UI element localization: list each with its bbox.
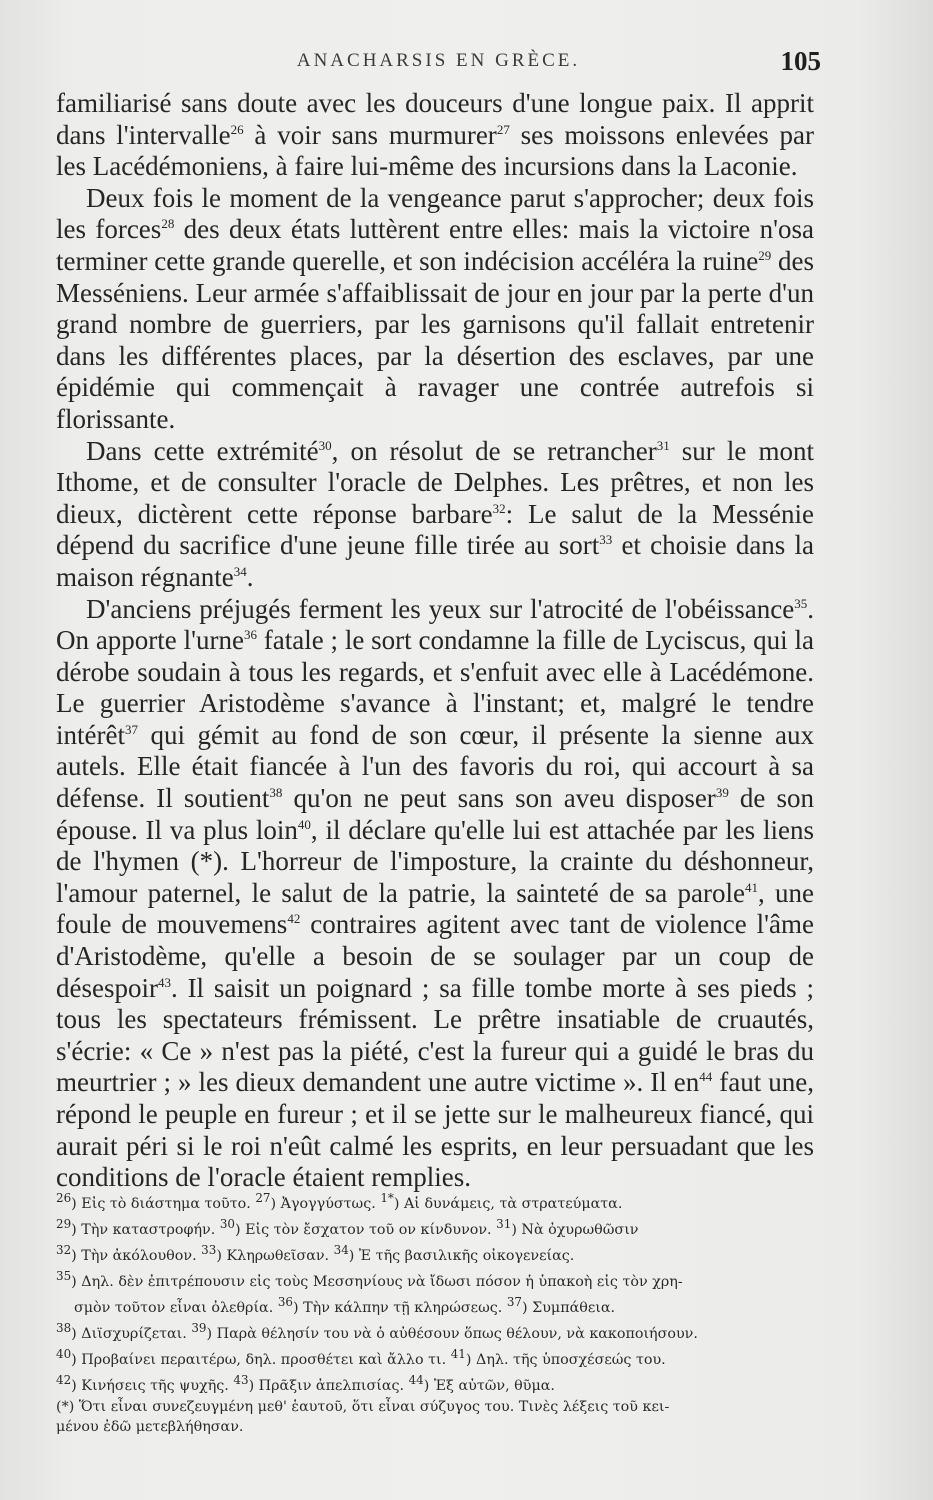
footnote-marker: 26 (230, 121, 244, 137)
text-run: ses moissons enlevées par les Lacédémoniens, à faire lui-même des incursions dans la Laconie. (56, 119, 814, 182)
footnote-marker: 39 (191, 1321, 207, 1336)
footnote-marker: 27 (496, 121, 510, 137)
footnote-line (56, 1370, 814, 1396)
footnote-marker: 35 (794, 595, 808, 611)
footnote-marker: 34 (233, 563, 247, 579)
footnote-marker: 31 (496, 1217, 512, 1232)
text-run: , une foule de mouvemens (56, 877, 814, 940)
footnote-line (56, 1240, 814, 1266)
text-run: des Messéniens. Leur armée s'affaiblissait de jour en jour par la perte d'un grand nombre de guerriers, par les garnisons qu'il fallait entretenir dans les différentes places, par la désertion des esclaves, par une épidémie qui commençait à ravager une contrée autrefois si florissante. (56, 245, 814, 434)
footnotes (56, 1188, 814, 1437)
footnote-marker: 33 (201, 1243, 217, 1258)
text-run: qui gémit au fond de son cœur, il présente la sienne aux autels. Elle était fiancée à l'un des favoris du roi, qui accourt à sa défense. Il soutient (56, 719, 814, 814)
text-run: Deux fois le moment de la vengeance parut s'approcher; deux fois les forces (56, 182, 814, 245)
main-text (56, 88, 814, 1194)
footnote-marker: 29 (56, 1217, 72, 1232)
footnote-marker: 34 (333, 1243, 349, 1258)
text-run: ) Εἰς τὸ διάστημα τοῦτο. (71, 1195, 256, 1212)
text-run: : Le salut de la Messénie dépend du sacrifice d'une jeune fille tirée au sort (56, 498, 814, 561)
footnote-line (56, 1214, 814, 1240)
footnote-marker: 36 (243, 627, 257, 643)
footnote-marker: 26 (56, 1191, 72, 1205)
footnote-line (56, 1188, 814, 1214)
footnote-marker: 37 (124, 721, 138, 737)
text-run: ) Συμπάθεια. (522, 1300, 616, 1317)
footnote-marker: 37 (506, 1295, 522, 1310)
paragraph (56, 436, 814, 594)
text-run: ) Ἐξ αὐτῶν, θῦμα. (423, 1378, 555, 1395)
footnote-marker: 36 (277, 1295, 293, 1310)
paragraph (56, 594, 814, 1194)
paragraph (56, 88, 814, 183)
text-run: ) Διϊσχυρίζεται. (71, 1326, 192, 1343)
footnote-marker: 42 (287, 911, 301, 927)
text-run: Dans cette extrémité (86, 435, 319, 466)
footnote-marker: 32 (492, 500, 506, 516)
footnote-marker: 43 (157, 974, 171, 990)
footnote-line (56, 1417, 814, 1437)
footnote-marker: 29 (758, 247, 772, 263)
text-run: ) Δηλ. τῆς ὑποσχέσεώς του. (465, 1352, 666, 1369)
text-run: de son épouse. Il va plus loin (56, 783, 814, 845)
running-title: ANACHARSIS EN GRÈCE. (296, 50, 581, 71)
page-header (56, 46, 821, 82)
footnote-line (56, 1397, 814, 1417)
text-run: D'anciens préjugés ferment les yeux sur l'atrocité de l'obéissance (86, 593, 795, 624)
footnote-marker: 41 (745, 879, 758, 895)
footnote-line (56, 1318, 814, 1344)
footnote-marker: 32 (56, 1243, 72, 1258)
page-number: 105 (780, 46, 821, 76)
text-run: des deux états luttèrent entre elles: mais la victoire n'osa terminer cette grande querelle, et son indécision accéléra la ruine (56, 214, 814, 276)
text-run: ) Νὰ ὀχυρωθῶσιν (511, 1221, 639, 1238)
footnote-marker: 44 (699, 1069, 713, 1085)
text-run: σμὸν τοῦτον εἶναι ὀλεθρία. (74, 1300, 278, 1317)
paragraph (56, 183, 814, 436)
text-run: . (246, 561, 254, 592)
text-run: ) Εἰς τὸν ἔσχατον τοῦ ον κίνδυνον. (234, 1221, 497, 1238)
text-run: ) Αἱ δυνάμεις, τὰ στρατεύματα. (393, 1195, 623, 1212)
text-run: ) Τὴν κάλπην τῇ κληρώσεως. (292, 1300, 507, 1317)
footnote-line (56, 1266, 814, 1292)
footnote-marker: 44 (408, 1373, 424, 1388)
footnote-marker: 27 (255, 1191, 271, 1205)
footnote-marker: 40 (56, 1347, 72, 1362)
text-run: ) Προβαίνει περαιτέρω, δηλ. προσθέτει καὶ ἄλλο τι. (71, 1352, 451, 1369)
text-run: ) Κινήσεις τῆς ψυχῆς. (71, 1378, 234, 1395)
footnote-marker: 40 (297, 816, 311, 832)
text-run: et choisie dans la maison régnante (56, 530, 814, 592)
text-run: ) Δηλ. δὲν ἐπιτρέπουσιν εἰς τοὺς Μεσσηνίους νὰ ἴδωσι πόσον ἡ ὑπακοὴ εἰς τὸν χρη- (71, 1273, 683, 1290)
text-run: , on résolut de se retrancher (331, 435, 657, 466)
text-run: faut une, répond le peuple en fureur ; et il se jette sur le malheureux fiancé, qui aurait péri si le roi n'eût calmé les esprits, en leur persuadant que les conditions de l'oracle étaient remplies. (56, 1067, 814, 1193)
text-run: contraires agitent avec tant de violence l'âme d'Aristodème, qu'elle a besoin de se soulager par un coup de désespoir (56, 909, 814, 1003)
text-run: sur le mont Ithome, et de consulter l'oracle de Delphes. Les prêtres, et non les dieux, dictèrent cette réponse barbare (56, 435, 814, 529)
text-run: ) Τὴν ἀκόλουθον. (71, 1247, 202, 1264)
footnote-marker: 33 (599, 532, 613, 548)
text-run: . Il saisit un poignard ; sa fille tombe morte à ses pieds ; tous les spectateurs frémissent. Le prêtre insatiable de cruautés, s'écrie: « Ce » n'est pas la piété, c'est la fureur qui a guidé le bras du meurtrier ; » les dieux demandent une autre victime ». Il en (56, 972, 814, 1098)
text-run: fatale ; le sort condamne la fille de Lyciscus, qui la dérobe soudain à tous les regards, et s'enfuit avec elle à Lacédémone. Le guerrier Aristodème s'avance à l'instant; et, malgré le tendre intérêt (56, 625, 814, 750)
text-run: , il déclare qu'elle lui est attachée par les liens de l'hymen (*). L'horreur de l'imposture, la crainte du déshonneur, l'amour paternel, le salut de la patrie, la sainteté de sa parole (56, 814, 814, 908)
footnote-marker: 43 (233, 1373, 249, 1388)
footnote-marker: 38 (56, 1321, 72, 1336)
text-run: à voir sans murmurer (243, 119, 497, 150)
text-run: ) Παρὰ θέλησίν του νὰ ὁ αὐθέσουν ὅπως θέλουν, νὰ κακοποιήσουν. (206, 1326, 698, 1343)
text-run: ) Τὴν καταστροφήν. (71, 1221, 220, 1238)
text-run: ) Πρᾶξιν ἀπελπισίας. (248, 1378, 409, 1395)
text-run: . On apporte l'urne (56, 593, 814, 656)
footnote-marker: 31 (656, 437, 670, 453)
text-run: ) Ἀγογγύστως. (270, 1195, 381, 1212)
footnote-marker: 1* (380, 1191, 394, 1205)
footnote-line (56, 1344, 814, 1370)
text-run: (*) Ὅτι εἶναι συνεζευγμένη μεθ' ἑαυτοῦ, ὅτι εἶναι σύζυγος του. Τινὲς λέξεις τοῦ κει- (56, 1398, 670, 1415)
footnote-marker: 38 (269, 785, 283, 801)
footnote-marker: 30 (219, 1217, 235, 1232)
footnote-marker: 42 (56, 1373, 72, 1388)
text-run: qu'on ne peut sans son aveu disposer (282, 783, 716, 814)
text-run: familiarisé sans doute avec les douceurs d'une longue paix. Il apprit dans l'intervalle (56, 88, 814, 150)
footnote-marker: 28 (161, 216, 175, 232)
footnote-marker: 35 (56, 1269, 72, 1284)
footnote-marker: 41 (450, 1347, 466, 1362)
footnote-marker: 30 (318, 437, 332, 453)
text-run: ) Ἐ τῆς βασιλικῆς οἰκογενείας. (348, 1247, 575, 1264)
text-run: μένου ἐδῶ μετεβλήθησαν. (56, 1418, 244, 1435)
footnote-line (56, 1292, 814, 1318)
footnote-marker: 39 (715, 785, 729, 801)
text-run: ) Κληρωθεῖσαν. (216, 1247, 334, 1264)
